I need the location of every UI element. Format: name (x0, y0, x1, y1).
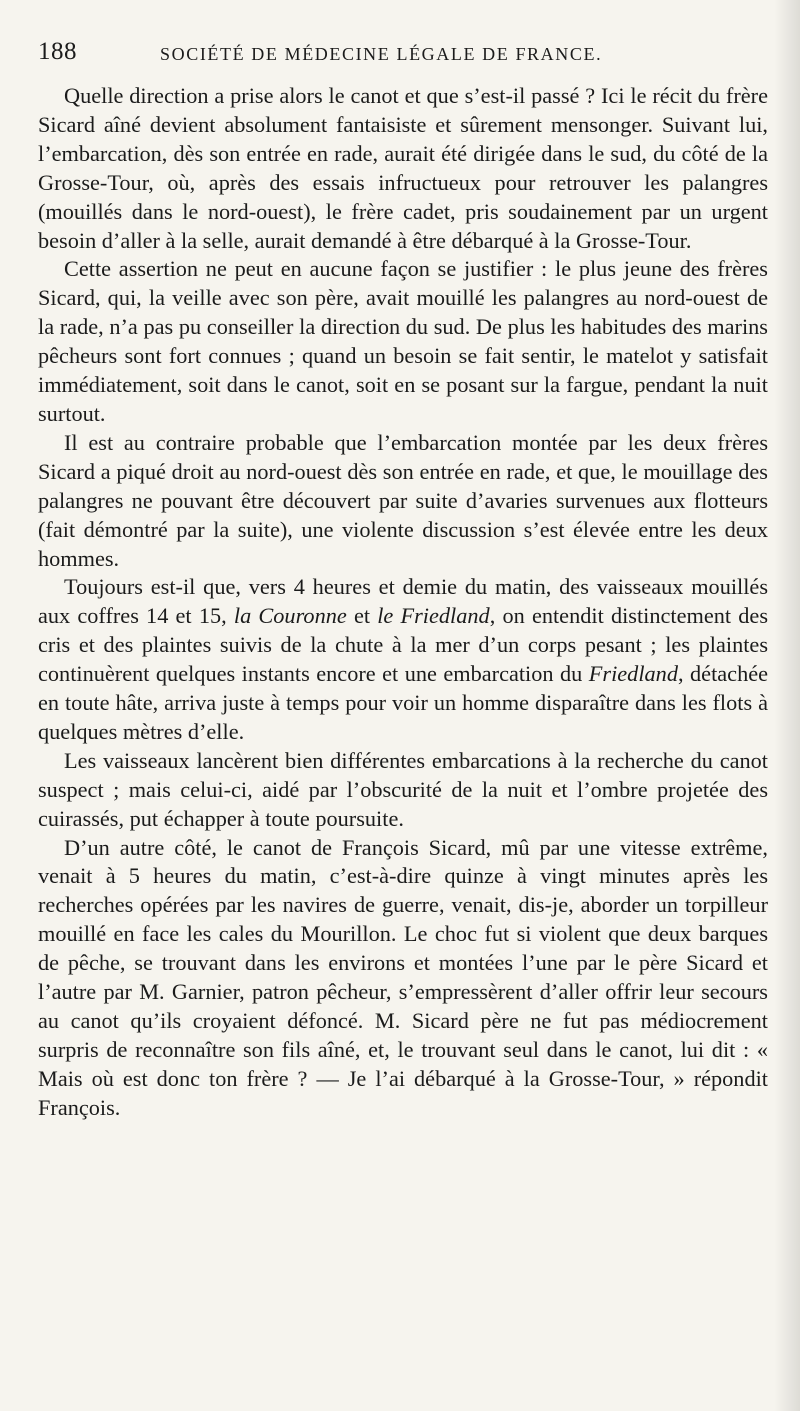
paragraph: Toujours est-il que, vers 4 heures et demie du matin, des vaisseaux mouillés aux coffres 14 et 15, la Couronne et le Friedland, on entendit distinctement des cris et des plaintes suivis de la chute à la mer d’un corps pesant ; les plaintes continuèrent quelques instants encore et une embarcation du Friedland, détachée en toute hâte, arriva juste à temps pour voir un homme disparaître dans les flots à quelques mètres d’elle. (38, 574, 769, 744)
paragraph: Il est au contraire probable que l’embarcation montée par les deux frères Sicard a piqué droit au nord-ouest dès son entrée en rade, et que, le mouillage des palangres ne pouvant être découvert par suite d’avaries survenues aux flotteurs (fait démontré par la suite), une violente discussion s’est élevée entre les deux hommes. (38, 429, 768, 571)
paragraph: Cette assertion ne peut en aucune façon se justifier : le plus jeune des frères Sicard, qui, la veille avec son père, avait mouillé les palangres au nord-ouest de la rade, n’a pas pu conseiller la direction du sud. De plus les habitudes des marins pêcheurs sont fort connues ; quand un besoin se fait sentir, le matelot y satisfait immédiatement, soit dans le canot, soit en se posant sur la fargue, pendant la nuit surtout. (38, 256, 768, 426)
running-head: SOCIÉTÉ DE MÉDECINE LÉGALE DE FRANCE. (160, 44, 603, 64)
page-edge-shadow (774, 0, 800, 1411)
page-number: 188 (38, 38, 77, 65)
paragraph: Les vaisseaux lancèrent bien différentes embarcations à la recherche du canot suspect ; mais celui-ci, aidé par l’obscurité de la nuit et l’ombre projetée des cuirassés, put échapper à toute poursuite. (38, 747, 768, 831)
paragraph: Quelle direction a prise alors le canot et que s’est-il passé ? Ici le récit du frère Sicard aîné devient absolument fantaisiste et sûrement mensonger. Suivant lui, l’embarcation, dès son entrée en rade, aurait été dirigée dans le sud, du côté de la Grosse-Tour, où, après des essais infructueux pour retrouver les palangres (mouillés dans le nord-ouest), le frère cadet, pris soudainement par un urgent besoin d’aller à la selle, aurait demandé à être débarqué à la Grosse-Tour. (38, 83, 768, 253)
paragraph: D’un autre côté, le canot de François Sicard, mû par une vitesse extrême, venait à 5 heures du matin, c’est-à-dire quinze à vingt minutes après les recherches opérées par les navires de guerre, venait, dis-je, aborder un torpilleur mouillé en face les cales du Mourillon. Le choc fut si violent que deux barques de pêche, se trouvant dans les environs et montées l’une par le père Sicard et l’autre par M. Garnier, patron pêcheur, s’empressèrent d’aller offrir leur secours au canot qu’ils croyaient défoncé. M. Sicard père ne fut pas médiocrement surpris de reconnaître son fils aîné, et, le trouvant seul dans le canot, lui dit : « Mais où est donc ton frère ? — Je l’ai débarqué à la Grosse-Tour, » répondit François. (38, 834, 768, 1120)
body-text (38, 82, 768, 1123)
page-header (38, 38, 758, 70)
